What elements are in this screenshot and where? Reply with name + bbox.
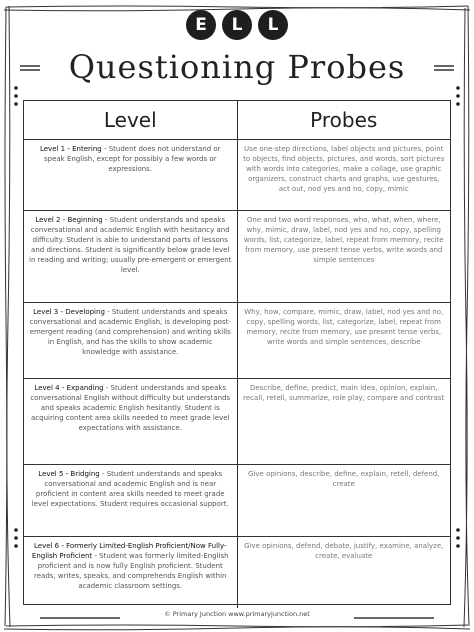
table-row — [24, 211, 450, 303]
level-name: Level 2 - Beginning — [35, 216, 103, 224]
level-description: - Student understands and speaks conversational and academic English with hesitancy and difficulty. Student is able to understand parts of lessons and directions. Student is significantly below grade level in reading and writing; usually pre-emergent or emergent level. — [29, 216, 232, 274]
level-cell — [24, 140, 238, 210]
badge-l-second: L — [258, 10, 288, 40]
probes-cell: One and two word responses, who, what, when, where, why, mimic, draw, label, nod yes and no, copy, spelling words, list, categorize, label, repeat from memory, recite from memory, use present tense verbs, write words and simple sentences — [243, 216, 444, 264]
level-name: Level 6 - Formerly Limited-English Proficient/Now Fully-English Proficient — [31, 542, 227, 560]
table-row — [24, 140, 450, 211]
column-header-level: Level — [24, 101, 238, 139]
level-cell — [24, 537, 238, 608]
probes-cell: Why, how, compare, mimic, draw, label, nod yes and no, copy, spelling words, list, categorize, label, repeat from memory, recite from memory, use present tense verbs, write words and simple sentences, describe — [244, 308, 444, 346]
page-title: Questioning Probes — [68, 48, 406, 86]
level-description: - Student understands and speaks conversational English without difficulty but understands and speaks academic English hesitantly. Student is acquiring content area skills needed to meet grade level expectations with assistance. — [30, 384, 231, 432]
level-cell — [24, 379, 238, 464]
probes-cell: Describe, define, predict, main idea, opinion, explain, recall, retell, summarize, role play, compare and contrast — [243, 384, 445, 402]
level-description: - Student understands and speaks conversational and academic English, is developing post-emergent reading (and comprehension) and writing skills in English, and has the skills to show academic knowledge with assistance. — [29, 308, 231, 356]
table-row — [24, 303, 450, 379]
ell-badges — [0, 10, 474, 40]
badge-e: E — [186, 10, 216, 40]
level-name: Level 3 - Developing — [33, 308, 105, 316]
table-row — [24, 537, 450, 608]
table-header — [24, 101, 450, 140]
badge-l-first: L — [222, 10, 252, 40]
level-name: Level 5 - Bridging — [38, 470, 100, 478]
level-cell — [24, 303, 238, 378]
column-header-probes: Probes — [310, 108, 378, 132]
table-row — [24, 465, 450, 537]
table-row — [24, 379, 450, 465]
copyright-footer: © Primary Junction www.primaryjunction.net — [164, 610, 310, 618]
level-cell — [24, 211, 238, 302]
level-name: Level 1 - Entering — [39, 145, 102, 153]
level-name: Level 4 - Expanding — [34, 384, 104, 392]
probes-cell: Give opinions, defend, debate, justify, examine, analyze, create, evaluate — [244, 542, 444, 560]
probes-cell: Use one-step directions, label objects and pictures, point to objects, find objects, pictures, and words, sort pictures with words into categories, make a collage, use graphic organizers, construct charts and graphs, use gestures, act out, nod yes and no, copy, mimic — [243, 145, 445, 193]
level-cell — [24, 465, 238, 536]
level-description: - Student does not understand or speak English, except for possibly a few words or expressions. — [43, 145, 221, 173]
level-description: - Student was formerly limited-English proficient and is now fully English proficient. Student reads, writes, speaks, and comprehends English within academic classroom settings. — [34, 552, 229, 590]
probes-table — [23, 100, 451, 605]
level-description: - Student understands and speaks conversational and academic English and is near proficient in content area skills needed to meet grade level expectations. Student requires occasional support. — [31, 470, 229, 508]
probes-cell: Give opinions, describe, define, explain, retell, defend, create — [248, 470, 440, 488]
